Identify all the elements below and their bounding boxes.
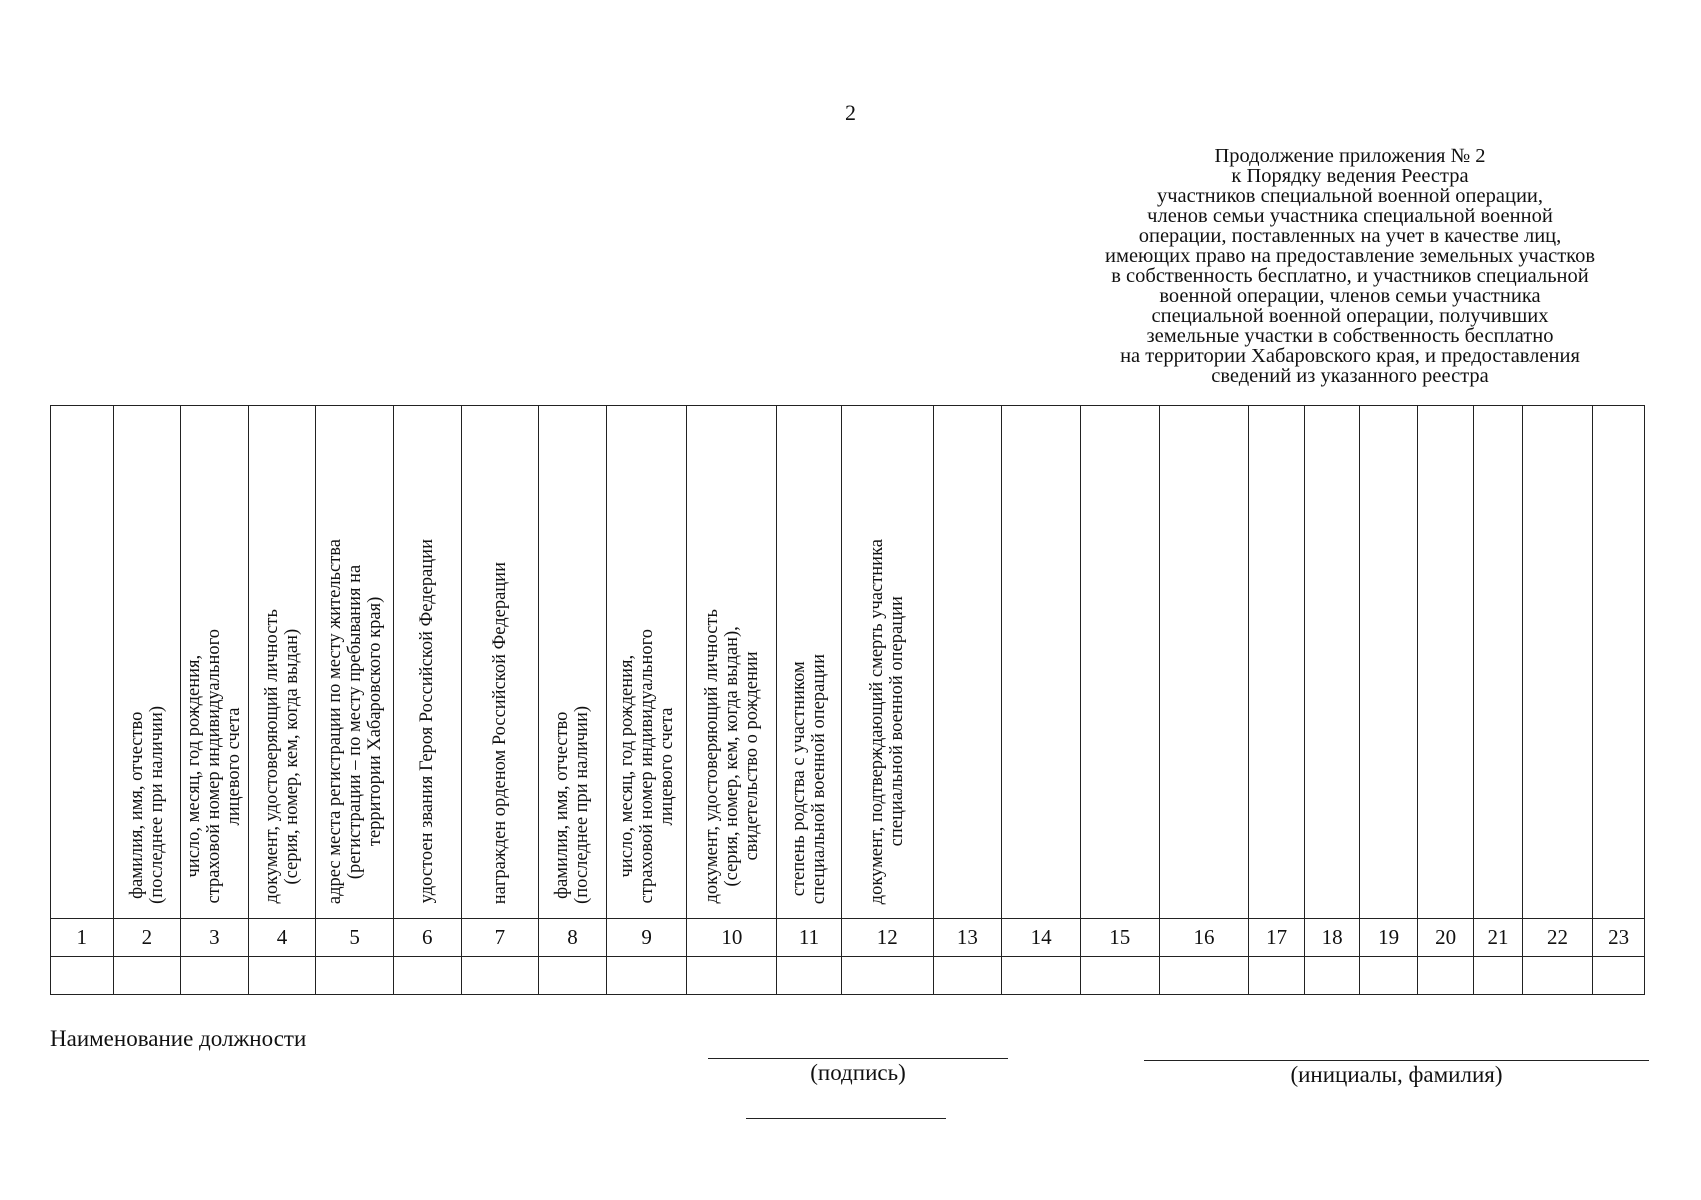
column-number: 4 xyxy=(248,918,316,956)
column-header-line: лицевого счета xyxy=(224,707,245,826)
column-header-13 xyxy=(933,406,1002,919)
data-cell xyxy=(393,956,461,994)
column-header-4 xyxy=(248,406,316,919)
column-number: 11 xyxy=(777,918,842,956)
data-cell xyxy=(461,956,539,994)
data-cell xyxy=(316,956,394,994)
column-header-5 xyxy=(316,406,394,919)
appendix-line: на территории Хабаровского края, и предоставления xyxy=(1120,345,1580,367)
column-header-line: (последнее при наличии) xyxy=(146,705,167,904)
data-cell xyxy=(933,956,1002,994)
column-header-line: (серия, номер, кем, когда выдан), xyxy=(721,626,742,887)
column-header-text xyxy=(127,706,167,904)
column-header-text xyxy=(702,609,762,904)
appendix-line: членов семьи участника специальной военной xyxy=(1147,205,1553,227)
column-number: 14 xyxy=(1002,918,1081,956)
column-header-line: адрес места регистрации по месту жительства xyxy=(324,538,345,904)
appendix-line: участников специальной военной операции, xyxy=(1156,185,1544,207)
column-header-11 xyxy=(777,406,842,919)
header-row xyxy=(51,406,1645,919)
column-header-17 xyxy=(1249,406,1304,919)
data-cell xyxy=(1474,956,1522,994)
column-number: 10 xyxy=(687,918,777,956)
column-number: 22 xyxy=(1522,918,1593,956)
column-header-1 xyxy=(51,406,114,919)
data-cell xyxy=(1593,956,1645,994)
data-cell xyxy=(1159,956,1249,994)
column-header-text xyxy=(325,539,385,904)
data-cell xyxy=(539,956,607,994)
column-number: 5 xyxy=(316,918,394,956)
signature-line xyxy=(708,1058,1008,1059)
column-header-12 xyxy=(841,406,933,919)
data-cell xyxy=(777,956,842,994)
column-header-text xyxy=(184,629,244,904)
column-number: 3 xyxy=(181,918,249,956)
column-header-2 xyxy=(113,406,181,919)
data-cell xyxy=(1417,956,1473,994)
column-number: 16 xyxy=(1159,918,1249,956)
column-header-line: (регистрации – по месту пребывания на xyxy=(344,564,365,879)
column-number: 2 xyxy=(113,918,181,956)
column-header-line: степень родства с участником xyxy=(789,661,810,897)
column-header-15 xyxy=(1080,406,1159,919)
column-header-line: лицевого счета xyxy=(656,707,677,826)
column-number: 1 xyxy=(51,918,114,956)
appendix-line: имеющих право на предоставление земельных участков xyxy=(1105,245,1595,267)
signature-caption: (подпись) xyxy=(810,1060,906,1085)
data-cell xyxy=(841,956,933,994)
column-header-19 xyxy=(1360,406,1418,919)
position-label: Наименование должности xyxy=(50,1026,307,1051)
column-header-line: специальной военной операции xyxy=(809,653,830,904)
column-number: 23 xyxy=(1593,918,1645,956)
column-header-text xyxy=(490,562,510,904)
appendix-line: в собственность бесплатно, и участников специальной xyxy=(1111,265,1589,287)
column-number: 8 xyxy=(539,918,607,956)
column-header-text xyxy=(617,629,677,904)
data-cell xyxy=(1249,956,1304,994)
registry-table xyxy=(50,405,1645,995)
column-header-line: (последнее при наличии) xyxy=(572,705,593,904)
column-header-line: страховой номер индивидуального xyxy=(636,629,657,904)
column-header-text xyxy=(262,609,302,904)
column-number: 7 xyxy=(461,918,539,956)
column-header-line: документ, удостоверяющий личность xyxy=(701,609,722,904)
page-number: 2 xyxy=(845,100,856,125)
data-cell xyxy=(606,956,687,994)
data-cell xyxy=(1304,956,1359,994)
column-header-21 xyxy=(1474,406,1522,919)
data-cell xyxy=(181,956,249,994)
column-header-text xyxy=(789,654,829,904)
column-header-text xyxy=(417,539,437,903)
column-number: 17 xyxy=(1249,918,1304,956)
column-header-10 xyxy=(687,406,777,919)
column-header-line: свидетельство о рождении xyxy=(741,651,762,862)
column-header-20 xyxy=(1417,406,1473,919)
column-header-line: (серия, номер, кем, когда выдан) xyxy=(281,628,302,885)
column-header-23 xyxy=(1593,406,1645,919)
column-number-row xyxy=(51,918,1645,956)
appendix-header xyxy=(1050,146,1650,386)
data-cell xyxy=(1080,956,1159,994)
column-header-14 xyxy=(1002,406,1081,919)
column-number: 9 xyxy=(606,918,687,956)
appendix-line: операции, поставленных на учет в качестве лиц, xyxy=(1138,225,1562,247)
column-header-9 xyxy=(606,406,687,919)
data-cell xyxy=(687,956,777,994)
column-header-line: документ, подтверждающий смерть участника xyxy=(867,538,888,904)
column-header-line: страховой номер индивидуального xyxy=(204,629,225,904)
column-header-18 xyxy=(1304,406,1359,919)
column-number: 12 xyxy=(841,918,933,956)
column-header-text xyxy=(552,706,592,904)
column-header-text xyxy=(867,539,907,904)
data-cell xyxy=(1002,956,1081,994)
column-header-line: удостоен звания Героя Российской Федерации xyxy=(417,539,438,904)
date-line xyxy=(746,1118,946,1119)
column-header-line: число, месяц, год рождения, xyxy=(184,655,205,878)
column-number: 20 xyxy=(1417,918,1473,956)
data-cell xyxy=(248,956,316,994)
appendix-line: к Порядку ведения Реестра xyxy=(1231,165,1469,187)
data-row xyxy=(51,956,1645,994)
appendix-line: военной операции, членов семьи участника xyxy=(1159,285,1541,307)
column-header-7 xyxy=(461,406,539,919)
appendix-line: сведений из указанного реестра xyxy=(1211,365,1489,387)
column-header-16 xyxy=(1159,406,1249,919)
column-header-line: число, месяц, год рождения, xyxy=(616,655,637,878)
appendix-line: земельные участки в собственность бесплатно xyxy=(1146,325,1554,347)
data-cell xyxy=(1360,956,1418,994)
column-number: 18 xyxy=(1304,918,1359,956)
column-header-line: награжден орденом Российской Федерации xyxy=(489,561,510,904)
column-header-8 xyxy=(539,406,607,919)
column-header-line: территории Хабаровского края) xyxy=(364,596,385,847)
column-header-6 xyxy=(393,406,461,919)
column-header-22 xyxy=(1522,406,1593,919)
column-number: 13 xyxy=(933,918,1002,956)
column-number: 6 xyxy=(393,918,461,956)
column-number: 19 xyxy=(1360,918,1418,956)
column-header-line: фамилия, имя, отчество xyxy=(126,711,147,899)
initials-caption: (инициалы, фамилия) xyxy=(1290,1062,1503,1087)
initials-line xyxy=(1144,1060,1649,1061)
data-cell xyxy=(113,956,181,994)
column-header-line: фамилия, имя, отчество xyxy=(552,711,573,899)
data-cell xyxy=(51,956,114,994)
column-header-line: документ, удостоверяющий личность xyxy=(261,609,282,904)
appendix-line: специальной военной операции, получивших xyxy=(1151,305,1549,327)
column-header-3 xyxy=(181,406,249,919)
data-cell xyxy=(1522,956,1593,994)
column-number: 21 xyxy=(1474,918,1522,956)
appendix-line: Продолжение приложения № 2 xyxy=(1214,145,1486,167)
column-header-line: специальной военной операции xyxy=(887,596,908,847)
column-number: 15 xyxy=(1080,918,1159,956)
